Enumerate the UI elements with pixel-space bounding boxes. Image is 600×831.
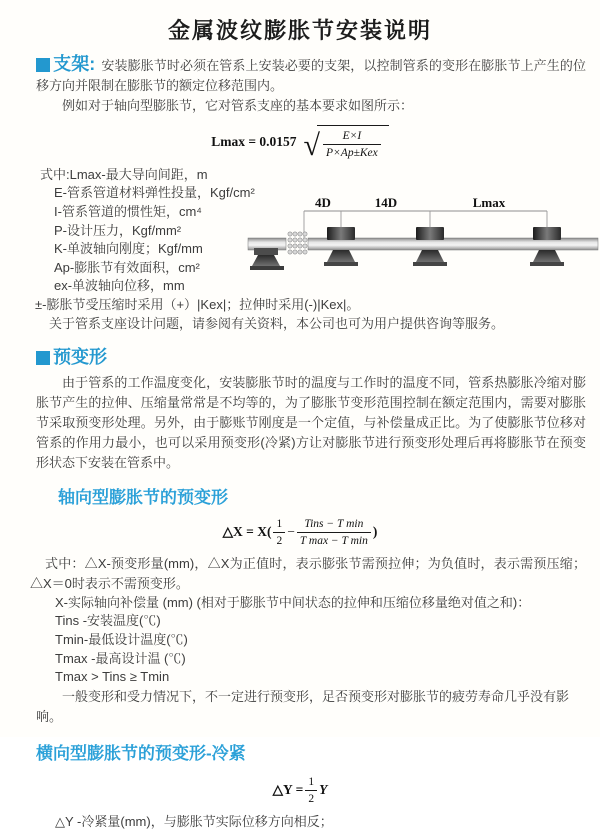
- temperature-denominator: T max − T min: [299, 535, 368, 548]
- lateral-subsection-heading: 横向型膨胀节的预变形-冷紧: [36, 743, 246, 763]
- axial-item-tmin: Tmin-最低设计温度(℃): [55, 632, 188, 648]
- anchor-base: [250, 266, 284, 270]
- radicand: [317, 125, 389, 161]
- temperature-numerator: Tins − T min: [297, 517, 371, 533]
- radical-sign: √: [303, 129, 321, 163]
- lateral-half-fraction: [305, 775, 317, 807]
- lmax-formula: [0, 125, 600, 161]
- lmax-fraction: [323, 129, 381, 161]
- lateral-note-line: △Y -冷紧量(mm)，与膨胀节实际位移方向相反；: [55, 813, 333, 829]
- axial-formula-rhs: ): [372, 524, 378, 540]
- definition-k: K-单波轴向刚度；Kgf/mm: [54, 241, 203, 257]
- support-intro-text: 安装膨胀节时必须在管系上安装必要的支架，以控制管系的变形在膨胀节上产生的位移方向并限制在膨胀节的额定位移范围内。: [36, 58, 586, 93]
- definition-ap: Ap-膨胀节有效面积，cm²: [54, 259, 200, 275]
- axial-item-inequality: Tmax > Tins ≥ Tmin: [55, 669, 170, 685]
- support-intro-paragraph: [36, 54, 586, 96]
- consulting-note-line: 关于管系支座设计问题，请参阅有关资料，本公司也可为用户提供咨询等服务。: [49, 315, 505, 331]
- section-marker-icon: [36, 351, 50, 365]
- lateral-half-denominator: 2: [308, 793, 315, 806]
- predeform-paragraph: 由于管系的工作温度变化，安装膨胀节时的温度与工作时的温度不同，管系热膨胀冷缩对膨胀节产生的拉伸、压缩量常常是不均等的，为了膨胀节变形范围控制在额定范围内，需要对膨胀节采取预变形处理。另外，由于膨账节刚度是一个定值，与补偿量成正比。为了使膨胀节位移对管系的作用力最小，也可以采用预变形(冷紧)方让对膨胀节进行预变形处理后再将膨胀节在预变形状态下安装在管系中。: [36, 375, 586, 471]
- half-denominator: 2: [276, 535, 283, 548]
- support-example-line: 例如对于轴向型膨胀节，它对管系支座的基本要求如图所示：: [62, 98, 414, 113]
- bellows-coils: [288, 232, 307, 254]
- axial-formula-lhs: △X = X(: [222, 524, 272, 540]
- temperature-fraction: [297, 517, 371, 549]
- diagram-label-14d: 14D: [374, 194, 398, 210]
- axial-note-line: 一般变形和受力情况下，不一定进行预变形，足否预变形对膨胀节的疲劳寿命几乎没有影响。: [36, 688, 570, 724]
- definition-p: P-设计压力，Kgf/mm²: [54, 222, 182, 238]
- axial-subsection-heading: 轴向型膨胀节的预变形: [58, 488, 228, 508]
- page-title: 金属波纹膨胀节安装说明: [167, 18, 432, 43]
- lmax-formula-denominator: P×Ap±Kex: [326, 147, 378, 160]
- definition-e: E-管系管道材料弹性投量，Kgf/cm²: [54, 185, 255, 201]
- diagram-label-4d: 4D: [315, 194, 331, 210]
- definition-i: I-管系管道的惯性矩，cm⁴: [54, 203, 202, 219]
- sqrt-radical: [304, 125, 389, 161]
- axial-item-x: X-实际轴向补偿量 (mm) (相对于膨胀节中间状态的拉伸和压缩位移量绝对值之和)：: [55, 594, 531, 610]
- definitions-and-diagram: [0, 166, 600, 296]
- axial-formula-operator: −: [287, 524, 295, 540]
- definition-ex: ex-单波轴向位移，mm: [54, 278, 185, 294]
- axial-where-paragraph: 式中：△X-预变形量(mm)，△X为正值时，表示膨张节需预拉伸；为负值时，表示需预压缩；△X＝0时表示不需预变形。: [30, 555, 586, 591]
- lmax-formula-numerator: E×I: [323, 129, 381, 145]
- lateral-formula-rhs: Y: [319, 781, 328, 797]
- support-heading-label: 支架:: [53, 54, 96, 74]
- predeform-section-heading: [36, 343, 600, 369]
- lateral-formula: [0, 775, 600, 807]
- axial-item-tmax: Tmax -最高设计温 (℃): [55, 650, 186, 666]
- lateral-formula-lhs: △Y =: [272, 781, 304, 797]
- lmax-formula-prefix: Lmax = 0.0157: [211, 133, 297, 149]
- anchor-clamp: [254, 248, 278, 255]
- one-half-fraction: [273, 517, 285, 549]
- section-marker-icon: [36, 58, 50, 72]
- anchor-pedestal: [252, 255, 280, 266]
- diagram-label-lmax: Lmax: [472, 194, 506, 210]
- pipe-support-spacing-diagram: [246, 194, 600, 284]
- plusminus-rule-line: ±-膨胀节受压缩时采用（+）|Kex|；拉伸时采用(-)|Kex|。: [35, 296, 360, 312]
- axial-item-tins: Tins -安装温度(℃): [55, 613, 161, 629]
- lateral-half-numerator: 1: [305, 775, 317, 791]
- predeform-heading-label: 预变形: [53, 347, 107, 368]
- axial-symbol-list: [0, 594, 600, 687]
- support-section-heading: [36, 54, 101, 74]
- axial-formula: [0, 517, 600, 549]
- half-numerator: 1: [273, 517, 285, 533]
- where-line: 式中:Lmax-最大导向间距，m: [40, 166, 208, 182]
